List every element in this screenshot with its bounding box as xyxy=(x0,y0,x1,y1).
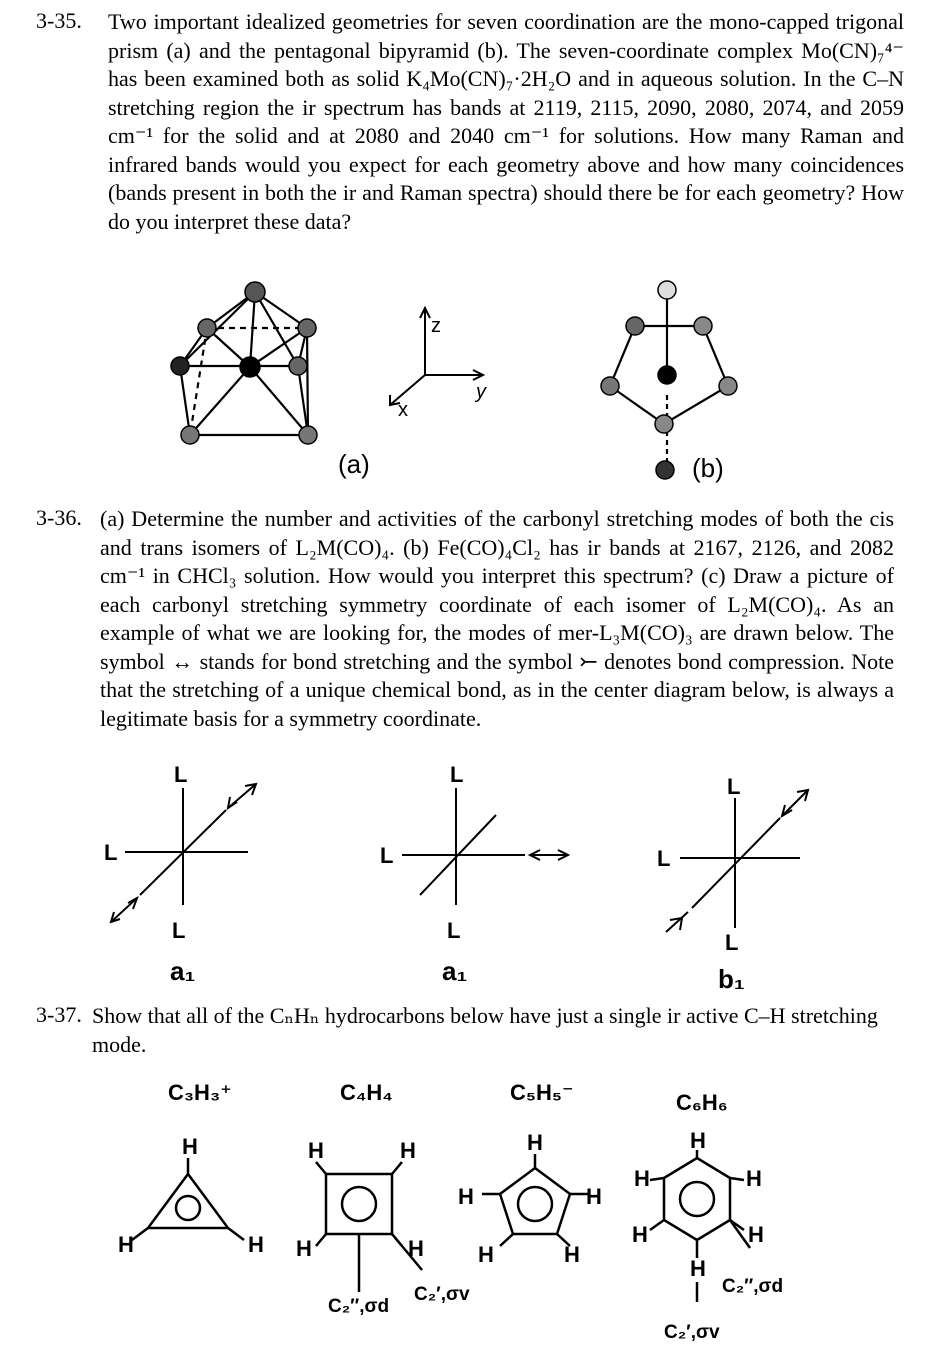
axis-x-label: x xyxy=(398,399,408,421)
label-a: (a) xyxy=(338,449,370,479)
ligand-label: L xyxy=(727,774,741,799)
hydrogen-label: H xyxy=(746,1166,762,1191)
problem-number: 3-35. xyxy=(36,8,82,33)
hydrogen-label: H xyxy=(400,1138,416,1163)
hydrogen-label: H xyxy=(478,1242,494,1267)
ligand-label: L xyxy=(380,843,394,868)
cyclopentadienyl-ring xyxy=(482,1154,588,1246)
mode-diagram-2 xyxy=(402,788,568,905)
hydrogen-label: H xyxy=(408,1236,424,1261)
mode-diagram-3 xyxy=(666,790,808,932)
mode-label: a₁ xyxy=(442,956,468,986)
hydrogen-label: H xyxy=(748,1222,764,1247)
ligand-label: L xyxy=(725,930,739,955)
ligand-label: L xyxy=(172,918,186,943)
mode-label: a₁ xyxy=(170,956,196,986)
ligand-label: L xyxy=(447,918,461,943)
ligand-label: L xyxy=(657,846,671,871)
symmetry-label: C₂′,σv xyxy=(664,1322,720,1343)
hydrogen-label: H xyxy=(182,1134,198,1159)
hydrogen-label: H xyxy=(634,1166,650,1191)
symmetry-label: C₂″,σd xyxy=(328,1296,390,1317)
cyclobutadiene-ring xyxy=(316,1162,422,1292)
label-b: (b) xyxy=(692,453,724,483)
hydrogen-label: H xyxy=(564,1242,580,1267)
symmetry-label: C₂″,σd xyxy=(722,1276,784,1297)
cyclopropenyl-ring xyxy=(132,1158,244,1240)
hydrogen-label: H xyxy=(248,1232,264,1257)
hydrogen-label: H xyxy=(296,1236,312,1261)
formula-label: C₅H₅⁻ xyxy=(510,1080,574,1105)
mode-diagram-1 xyxy=(111,784,256,922)
mode-label: b₁ xyxy=(718,964,745,994)
formula-label: C₃H₃⁺ xyxy=(168,1080,232,1105)
hydrogen-label: H xyxy=(690,1256,706,1281)
ligand-label: L xyxy=(174,762,188,787)
hydrogen-label: H xyxy=(458,1184,474,1209)
problem-text: Two important idealized geometries for seven coordination are the mono-capped trigonal prism (a) and the pentagonal bipyramid (b). The seven-coordinate complex Mo(CN)₇⁴⁻ has been examined both as solid K₄Mo(CN)₇·2H₂O and in aqueous solution. In the C–N stretching region the ir spectrum has bands at 2119, 2115, 2090, 2080, 2074, and 2059 cm⁻¹ for the solid and at 2080 and 2040 cm⁻¹ for solutions. How many Raman and infrared bands would you expect for each geometry above and how many coincidences (bands present in both the ir and Raman spectra) should there be for each geometry? How do you interpret these data? xyxy=(108,9,904,234)
formula-label: C₄H₄ xyxy=(340,1080,393,1105)
problem-number: 3-37. xyxy=(36,1002,82,1027)
bipyramid-atoms xyxy=(601,281,737,479)
problem-text: (a) Determine the number and activities of the carbonyl stretching modes of both the cis and trans isomers of L₂M(CO)₄. (b) Fe(CO)₄Cl₂ has ir bands at 2167, 2126, and 2082 cm⁻¹ in CHCl₃ solution. How would you interpret this spectrum? (c) Draw a picture of each carbonyl stretching symmetry coordinate of each isomer of L₂M(CO)₄. As an example of what we are looking for, the modes of mer-L₃M(CO)₃ are drawn below. The symbol ↔ stands for bond stretching and the symbol ⤚ denotes bond compression. Note that the stretching of a unique chemical bond, as in the center diagram below, is always a legitimate basis for a symmetry coordinate. xyxy=(100,506,894,731)
hydrogen-label: H xyxy=(527,1130,543,1155)
ligand-label: L xyxy=(450,762,464,787)
figure-seven-coordination xyxy=(0,270,946,495)
problem-text: Show that all of the CₙHₙ hydrocarbons below have just a single ir active C–H stretching mode. xyxy=(92,1003,878,1057)
formula-label: C₆H₆ xyxy=(676,1090,728,1115)
hydrogen-label: H xyxy=(586,1184,602,1209)
ligand-label: L xyxy=(104,840,118,865)
symmetry-label: C₂′,σv xyxy=(414,1284,470,1305)
hydrogen-label: H xyxy=(118,1232,134,1257)
axis-y-label: y xyxy=(476,381,486,403)
hydrogen-label: H xyxy=(690,1128,706,1153)
hydrogen-label: H xyxy=(632,1222,648,1247)
axis-z-label: z xyxy=(431,315,441,337)
problem-number: 3-36. xyxy=(36,505,82,530)
figure-CnHn-hydrocarbons xyxy=(0,1070,946,1345)
hydrogen-label: H xyxy=(308,1138,324,1163)
figure-mer-L3M-CO3-modes xyxy=(0,760,946,1000)
